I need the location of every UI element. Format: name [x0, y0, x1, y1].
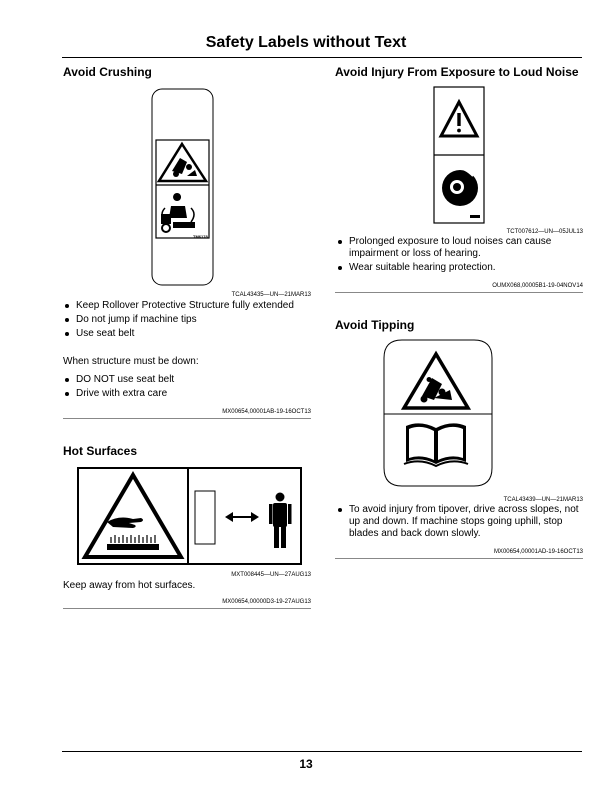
avoid-tipping-label-figure [382, 338, 494, 488]
avoid-tipping-figure-code: TCAL43439—UN—21MAR13 [503, 497, 583, 503]
avoid-crushing-figure-code: TCAL43435—UN—21MAR13 [231, 292, 311, 298]
list-item: Wear suitable hearing protection. [336, 262, 583, 274]
avoid-crushing-heading: Avoid Crushing [63, 65, 152, 79]
title-divider [62, 57, 582, 58]
section-divider [63, 608, 311, 609]
avoid-tipping-section-code: MX00654,00001AD-19-16OCT13 [493, 549, 583, 555]
footer-divider [62, 751, 582, 752]
section-divider [335, 558, 583, 559]
loud-noise-label-figure [433, 86, 485, 224]
hot-surfaces-section-code: MX00654,00000D3-19-27AUG13 [222, 599, 311, 605]
list-item: Do not jump if machine tips [63, 314, 313, 326]
page-number: 13 [299, 757, 313, 771]
hot-surfaces-text: Keep away from hot surfaces. [63, 580, 196, 591]
avoid-crushing-bullets-2 [63, 374, 313, 402]
list-item: Drive with extra care [63, 388, 313, 400]
page-title: Safety Labels without Text [205, 34, 407, 51]
hot-surfaces-figure-code: MXT008445—UN—27AUG13 [231, 572, 311, 578]
label-mark: TM6178 [193, 234, 208, 239]
loud-noise-figure-code: TCT007612—UN—05JUL13 [506, 229, 583, 235]
avoid-crushing-section-code: MX00654,00001AB-19-16OCT13 [222, 409, 311, 415]
hot-surfaces-label-figure [77, 467, 302, 565]
list-item: Use seat belt [63, 328, 313, 340]
loud-noise-section-code: OUMX068,00005B1-19-04NOV14 [492, 283, 583, 289]
section-divider [63, 418, 311, 419]
avoid-tipping-heading: Avoid Tipping [335, 318, 415, 332]
avoid-tipping-bullets [336, 504, 583, 542]
loud-noise-heading: Avoid Injury From Exposure to Loud Noise [335, 65, 579, 79]
list-item: Prolonged exposure to loud noises can cause impairment or loss of hearing. [336, 236, 583, 260]
list-item: DO NOT use seat belt [63, 374, 313, 386]
loud-noise-bullets [336, 236, 583, 276]
avoid-crushing-label-figure [151, 88, 214, 286]
avoid-crushing-bullets [63, 300, 313, 342]
list-item: To avoid injury from tipover, drive across slopes, not up and down. If machine stops going uphill, stop blades and back down slowly. [336, 504, 583, 540]
list-item: Keep Rollover Protective Structure fully extended [63, 300, 313, 312]
avoid-crushing-subtext: When structure must be down: [63, 356, 199, 367]
hot-surfaces-heading: Hot Surfaces [63, 444, 138, 458]
section-divider [335, 292, 583, 293]
